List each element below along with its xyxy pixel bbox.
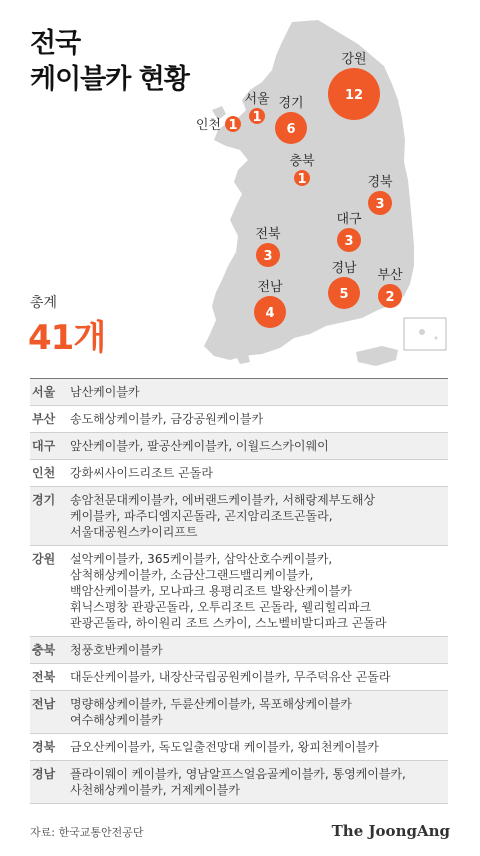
korea-mainland-shape: [204, 20, 414, 360]
bubble-region-label-10: 전남: [257, 280, 283, 295]
table-row-item-line: 케이블카, 파주디엠지곤돌라, 곤지암리조트곤돌라,: [70, 509, 333, 523]
title-line-2: 케이블카 현황: [30, 64, 189, 95]
table-row-item-line: 사천해상케이블카, 거제케이블카: [70, 783, 240, 797]
table-row: [30, 433, 448, 460]
table-row-item-line: 휘닉스평창 관광곤돌라, 오투리조트 곤돌라, 웰리힐리파크: [70, 600, 372, 614]
table-row: [30, 406, 448, 433]
table-row: [30, 761, 448, 804]
table-row-item-line: 명량해상케이블카, 두륜산케이블카, 목포해상케이블카: [70, 697, 352, 711]
bubble-count-8: 5: [339, 287, 349, 302]
bubble-count-7: 3: [263, 249, 273, 264]
bubble-count-10: 4: [265, 306, 275, 321]
table-row-items: [70, 637, 448, 663]
total-label: 총계: [30, 295, 58, 311]
table-row-items: [70, 406, 448, 432]
bubble-count-2: 6: [286, 122, 296, 137]
table-row-items: [70, 761, 448, 803]
cablecar-table: [30, 378, 448, 804]
table-row-item-line: 플라이웨이 케이블카, 영남알프스얼음골케이블카, 통영케이블카,: [70, 767, 406, 781]
bubble-region-label-9: 부산: [377, 268, 403, 283]
total-value: 41개: [28, 318, 106, 358]
table-row-region: 인천: [32, 466, 56, 480]
table-row-item-line: 남산케이블카: [70, 385, 140, 399]
table-row-items: [70, 379, 448, 405]
table-row-item-line: 삼척해상케이블카, 소금산그랜드밸리케이블카,: [70, 568, 314, 582]
bubble-count-3: 12: [344, 88, 364, 103]
ulleung-inset-box: [404, 318, 446, 350]
table-row-region: 강원: [32, 552, 56, 566]
table-row-item-line: 관광곤돌라, 하이원리 조트 스카이, 스노벨비발디파크 곤돌라: [70, 616, 387, 630]
bubble-count-4: 1: [297, 172, 307, 187]
bubble-region-label-0: 인천: [195, 118, 221, 133]
jeju-island-shape: [356, 346, 398, 366]
bubble-region-label-1: 서울: [244, 92, 270, 107]
table-row-region: 충북: [32, 643, 56, 657]
table-row-item-line: 앞산케이블카, 팔공산케이블카, 이월드스카이웨이: [70, 439, 329, 453]
bubble-region-label-8: 경남: [331, 261, 357, 276]
table-row: [30, 691, 448, 734]
table-row-items: [70, 433, 448, 459]
dokdo-island-shape: [435, 337, 438, 340]
table-row-region: 전북: [32, 670, 56, 684]
table-row-item-line: 송암천문대케이블카, 에버랜드케이블카, 서해랑제부도해상: [70, 493, 376, 507]
source-note: 자료: 한국교통안전공단: [30, 826, 144, 839]
bubble-region-label-7: 전북: [255, 227, 281, 242]
table-row-region: 경기: [32, 493, 56, 507]
bubble-region-label-6: 대구: [336, 212, 362, 227]
table-row: [30, 734, 448, 761]
table-row-region: 경남: [32, 767, 56, 781]
bubble-count-5: 3: [375, 197, 385, 212]
table-row-item-line: 설악케이블카, 365케이블카, 삼악산호수케이블카,: [70, 552, 333, 566]
table-row-item-line: 백암산케이블카, 모나파크 용평리조트 발왕산케이블카: [70, 584, 352, 598]
title-line-1: 전국: [30, 28, 81, 59]
bubble-region-label-4: 충북: [289, 154, 315, 169]
table-row: [30, 379, 448, 406]
table-row-region: 서울: [32, 385, 56, 399]
table-row-item-line: 금오산케이블카, 독도일출전망대 케이블카, 왕피천케이블카: [70, 740, 379, 754]
bubble-count-1: 1: [252, 110, 262, 125]
table-row-region: 전남: [32, 697, 56, 711]
table-row-region: 경북: [32, 740, 56, 754]
table-row-item-line: 대둔산케이블카, 내장산국립공원케이블카, 무주덕유산 곤돌라: [70, 670, 391, 684]
bubble-region-label-5: 경북: [367, 175, 393, 190]
table-row-region: 대구: [32, 439, 56, 453]
table-row-items: [70, 546, 448, 636]
ulleung-island-shape: [419, 329, 425, 335]
table-row: [30, 460, 448, 487]
table-row-item-line: 여수해상케이블카: [70, 713, 163, 727]
table-row-items: [70, 691, 448, 733]
table-row-items: [70, 487, 448, 545]
bubble-count-6: 3: [344, 234, 354, 249]
table-row-items: [70, 664, 448, 690]
table-row-item-line: 송도해상케이블카, 금강공원케이블카: [70, 412, 264, 426]
table-row: [30, 664, 448, 691]
table-row: [30, 546, 448, 637]
table-row-region: 부산: [32, 412, 56, 426]
table-row-item-line: 청풍호반케이블카: [70, 643, 163, 657]
bubble-count-9: 2: [385, 290, 395, 305]
bubble-region-label-2: 경기: [278, 96, 304, 111]
bubble-count-0: 1: [228, 118, 238, 133]
table-row-item-line: 강화씨사이드리조트 곤돌라: [70, 466, 213, 480]
brand-logo: The JoongAng: [331, 822, 450, 840]
bubble-region-label-3: 강원: [341, 52, 367, 67]
table-row: [30, 487, 448, 546]
table-row-items: [70, 734, 448, 760]
table-row-items: [70, 460, 448, 486]
table-row-item-line: 서울대공원스카이리프트: [70, 525, 198, 539]
table-row: [30, 637, 448, 664]
